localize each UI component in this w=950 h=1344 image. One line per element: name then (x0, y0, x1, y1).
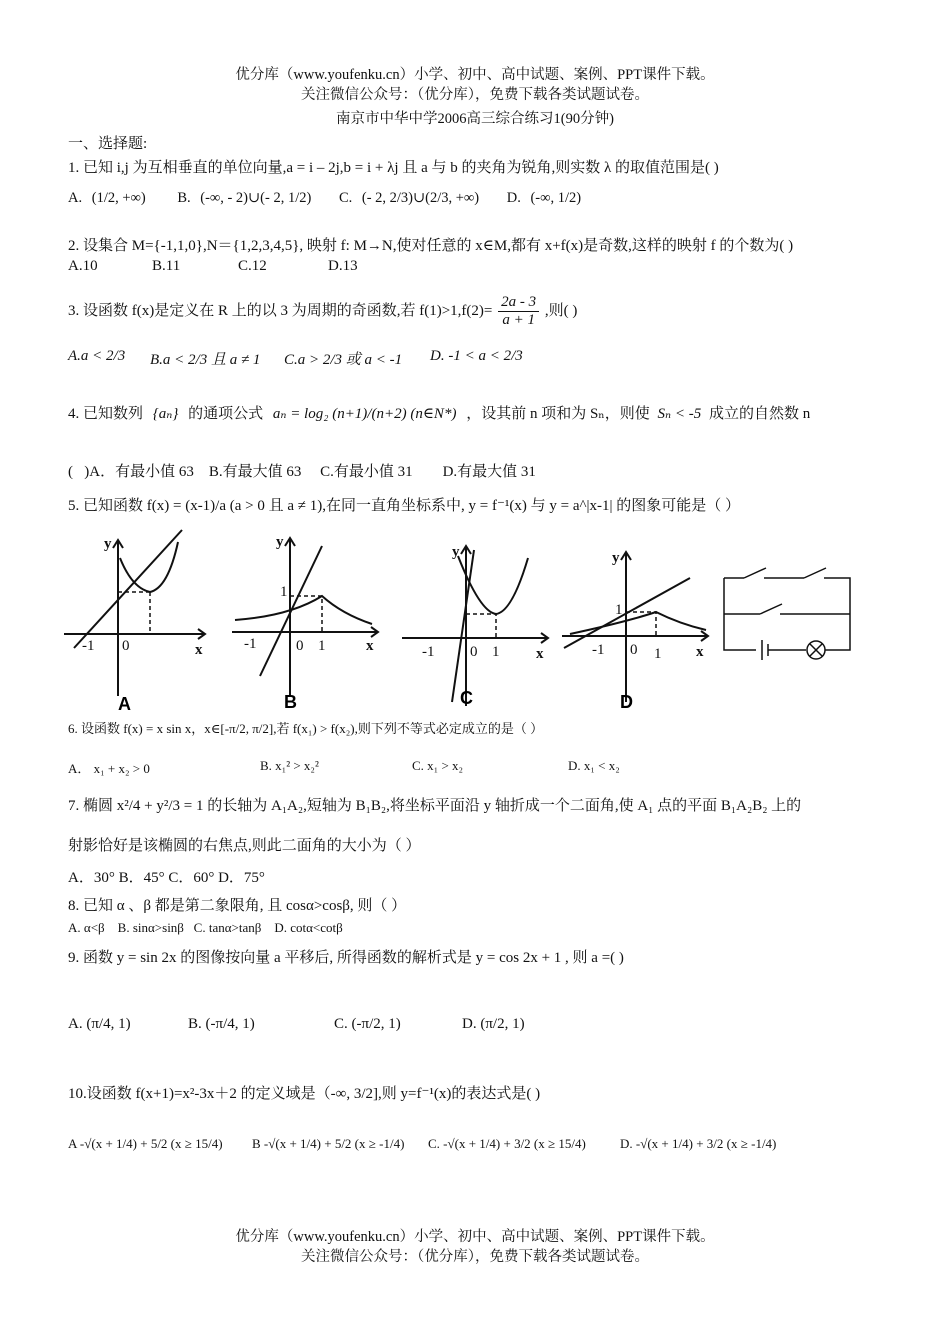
circuit-diagram (724, 568, 850, 660)
q3-option-d: D. -1 < a < 2/3 (430, 348, 523, 364)
q1-options (68, 190, 581, 207)
graph-a-dashed (118, 592, 150, 634)
graph-label-c: C (460, 688, 473, 708)
q5-graphs (60, 526, 860, 716)
q9-option-a: A. (π/4, 1) (68, 1016, 131, 1032)
svg-text:x: x (195, 642, 203, 658)
svg-text:1: 1 (492, 644, 500, 660)
svg-text:1: 1 (280, 584, 288, 600)
q2-option-a: A.10 (68, 258, 98, 274)
q4-stem-mid: 的通项公式 (188, 406, 264, 422)
q3-stem (68, 294, 577, 329)
svg-text:0: 0 (470, 644, 478, 660)
q6-option-b: B. x₁² > x₂² (260, 758, 319, 773)
q7-stem-1: 7. 椭圆 x²/4 + y²/3 = 1 的长轴为 A₁A₂,短轴为 B₁B₂,将坐标平面沿 y 轴折成一个二面角,使 A₁ 点的平面 B₁A₂B₂ 上的 (68, 798, 802, 814)
q3-option-c: C.a > 2/3 或 a < -1 (284, 352, 403, 368)
q10-option-b: B -√(x + 1/4) + 5/2 (x ≥ -1/4) (252, 1136, 405, 1151)
q7-stem-2: 射影恰好是该椭圆的右焦点,则此二面角的大小为（ ） (68, 838, 421, 854)
svg-text:1: 1 (318, 638, 326, 654)
q3-option-b: B.a < 2/3 且 a ≠ 1 (150, 352, 261, 368)
svg-text:-1: -1 (422, 644, 435, 660)
q3-stem-post: ,则( ) (544, 302, 578, 319)
graph-c-line (452, 550, 474, 702)
q5-stem: 5. 已知函数 f(x) = (x-1)/a (a > 0 且 a ≠ 1),在同一直角坐标系中, y = f⁻¹(x) 与 y = a^|x-1| 的图象可能是（ ） (68, 498, 741, 514)
svg-text:x: x (366, 638, 374, 654)
q9-stem: 9. 函数 y = sin 2x 的图像按向量 a 平移后, 所得函数的解析式是 y = cos 2x + 1 , 则 a =( ) (68, 950, 624, 966)
q7-options: A．30° B．45° C．60° D．75° (68, 870, 265, 886)
graph-label-a: A (118, 694, 131, 714)
q9-option-c: C. (-π/2, 1) (334, 1016, 401, 1032)
graph-b (232, 538, 378, 696)
footer-line-1: 优分库（www.youfenku.cn）小学、初中、高中试题、案例、PPT课件下载。 (235, 1229, 715, 1245)
svg-text:y: y (104, 536, 112, 552)
q9-option-d: D. (π/2, 1) (462, 1016, 525, 1032)
graph-b-curve (235, 596, 372, 624)
graph-c (402, 546, 548, 706)
svg-text:x: x (696, 644, 704, 660)
q6-option-c: C. x₁ > x₂ (412, 758, 464, 773)
graph-a-line (74, 530, 182, 648)
page-title: 南京市中华中学2006高三综合练习1(90分钟) (336, 111, 614, 127)
svg-text:1: 1 (654, 646, 662, 662)
q2-option-c: C.12 (238, 258, 267, 274)
q1-option-c: (- 2, 2/3)∪(2/3, +∞) (361, 190, 480, 206)
q1-option-a: (1/2, +∞) (91, 190, 146, 206)
circuit-middle-switch (724, 604, 850, 614)
graph-c-dashed (466, 614, 496, 638)
q10-stem: 10.设函数 f(x+1)=x²-3x＋2 的定义域是（-∞, 3/2],则 y=f⁻¹(x)的表达式是( ) (68, 1086, 541, 1102)
graph-label-d: D (620, 692, 633, 712)
q4-seq: {aₙ} (152, 406, 179, 422)
q6-option-a: A． x₁ + x₂ > 0 (68, 761, 150, 776)
svg-text:y: y (612, 550, 620, 566)
q1-option-b-label: B. (177, 190, 191, 206)
q9-option-b: B. (-π/4, 1) (188, 1016, 255, 1032)
q6-stem: 6. 设函数 f(x) = x sin x，x∈[-π/2, π/2],若 f(x₁) > f(x₂),则下列不等式必定成立的是（ ） (68, 721, 544, 736)
graph-d-curve (570, 612, 706, 634)
footer-line-2: 关注微信公众号：（优分库），免费下载各类试题试卷。 (301, 1249, 649, 1265)
graph-d-dashed (626, 612, 656, 636)
svg-text:0: 0 (630, 642, 638, 658)
q6-option-d: D. x₁ < x₂ (568, 758, 620, 773)
graph-d (562, 552, 708, 702)
q3-frac-den: a + 1 (502, 312, 535, 328)
q4-cond: Sₙ < -5 (657, 406, 702, 422)
svg-text:1: 1 (615, 602, 623, 618)
q4-stem-end: 成立的自然数 n (708, 406, 811, 422)
q10-option-a: A -√(x + 1/4) + 5/2 (x ≥ 15/4) (68, 1136, 223, 1151)
q8-stem: 8. 已知 α 、β 都是第二象限角, 且 cosα>cosβ, 则（ ） (68, 898, 407, 914)
header-line-2: 关注微信公众号：（优分库），免费下载各类试题试卷。 (301, 87, 649, 103)
svg-text:-1: -1 (592, 642, 605, 658)
q1-option-d-label: D. (506, 190, 521, 206)
lamp-cross (810, 644, 822, 656)
q3-fraction (498, 294, 539, 329)
svg-text:0: 0 (296, 638, 304, 654)
q2-stem: 2. 设集合 M={-1,1,0},N＝{1,2,3,4,5}, 映射 f: M→N,使对任意的 x∈M,都有 x+f(x)是奇数,这样的映射 f 的个数为( ) (68, 238, 794, 254)
svg-text:y: y (276, 534, 284, 550)
circuit-top-switches (744, 568, 826, 578)
q3-frac-num: 2a - 3 (498, 294, 539, 312)
svg-text:y: y (452, 544, 460, 560)
q4-options: ( )A．有最小值 63 B.有最大值 63 C.有最小值 31 D.有最大值 31 (68, 464, 536, 480)
q3-stem-pre: 3. 设函数 f(x)是定义在 R 上的以 3 为周期的奇函数,若 f(1)>1,f(2)= (68, 302, 493, 319)
q10-option-d: D. -√(x + 1/4) + 3/2 (x ≥ -1/4) (620, 1136, 777, 1151)
section-heading: 一、选择题: (68, 136, 148, 152)
q4-stem-pre: 4. 已知数列 (68, 406, 144, 422)
q8-options: A. α<β B. sinα>sinβ C. tanα>tanβ D. cotα<cotβ (68, 920, 343, 935)
svg-text:0: 0 (122, 638, 130, 654)
q2-option-d: D.13 (328, 258, 358, 274)
q4-formula: aₙ = log₂ (n+1)/(n+2) (n∈N*) (272, 406, 457, 422)
q1-option-c-label: C. (338, 190, 353, 206)
q1-option-a-label: A. (68, 190, 83, 206)
q4-stem-post: ，设其前 n 项和为 Sₙ，则使 (466, 406, 650, 422)
graph-label-b: B (284, 692, 297, 712)
q2-option-b: B.11 (152, 258, 181, 274)
q1-option-b: (-∞, - 2)∪(- 2, 1/2) (200, 190, 312, 206)
graph-a (64, 530, 205, 696)
q3-option-a: A.a < 2/3 (68, 348, 126, 364)
svg-text:x: x (536, 646, 544, 662)
q1-option-d: (-∞, 1/2) (530, 190, 582, 206)
q1-stem: 1. 已知 i,j 为互相垂直的单位向量,a = i – 2j,b = i + λj 且 a 与 b 的夹角为锐角,则实数 λ 的取值范围是( ) (68, 160, 719, 176)
q4-stem (68, 402, 810, 423)
svg-text:-1: -1 (244, 636, 257, 652)
q10-option-c: C. -√(x + 1/4) + 3/2 (x ≥ 15/4) (428, 1136, 586, 1151)
header-line-1: 优分库（www.youfenku.cn）小学、初中、高中试题、案例、PPT课件下载。 (235, 67, 715, 83)
svg-text:-1: -1 (82, 638, 95, 654)
